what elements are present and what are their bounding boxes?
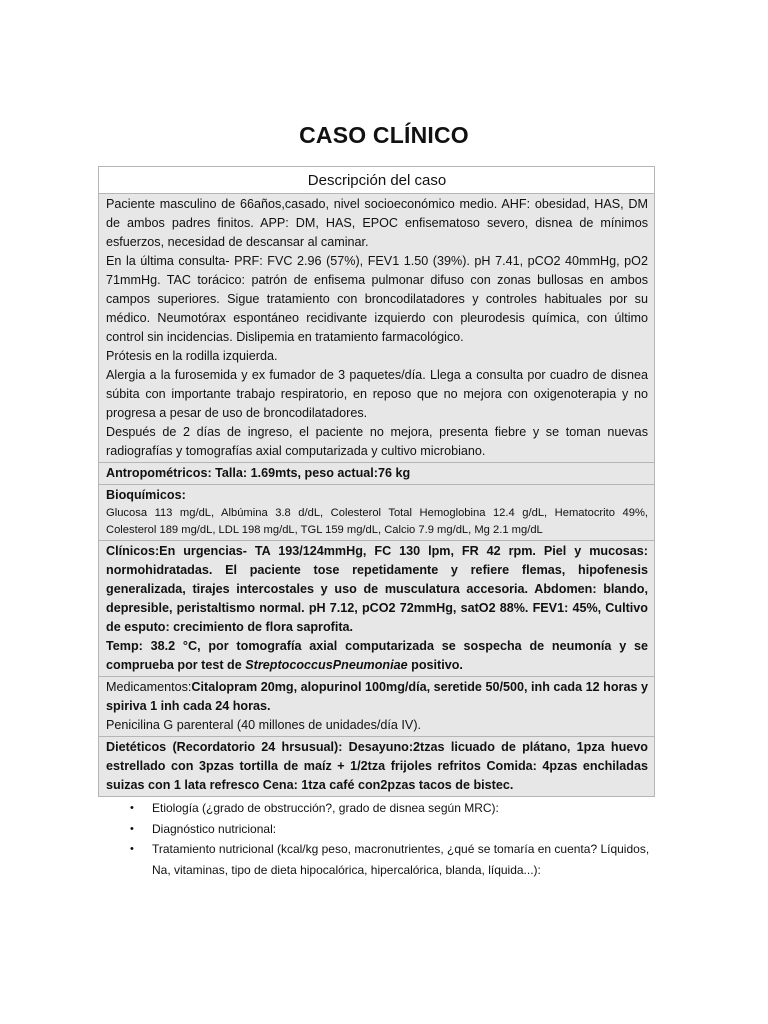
list-item xyxy=(128,839,668,880)
question-text: Diagnóstico nutricional: xyxy=(152,821,277,836)
bullet-icon: • xyxy=(130,843,134,855)
medication-text xyxy=(106,678,648,716)
dietetic-cell: Dietéticos (Recordatorio 24 hrsusual): Desayuno:2tzas licuado de plátano, 1pza huevo estrellado con 3pzas tortilla de maíz + 1/2tza frijoles refritos Comida: 4pzas enchiladas suizas con 1 lata refresco Cena: 1tza café con2pzas tacos de bistec. xyxy=(99,737,655,797)
clinical-cell xyxy=(99,541,655,677)
description-paragraph: En la última consulta- PRF: FVC 2.96 (57%), FEV1 1.50 (39%). pH 7.41, pCO2 40mmHg, pO2 71mmHg. TAC torácico: patrón de enfisema pulmonar difuso con zonas bullosas en ambos campos superiores. Sigue tratamiento con broncodilatadores y controles habituales por su médico. Neumotórax espontáneo recidivante izquierdo con pleurodesis química, con último control sin incidencias. Dislipemia en tratamiento farmacológico. xyxy=(106,254,648,344)
bullet-icon: • xyxy=(130,802,134,814)
bullet-icon: • xyxy=(130,822,134,835)
description-paragraph: Paciente masculino de 66años,casado, nivel socioeconómico medio. AHF: obesidad, HAS, DM de ambos padres finitos. APP: DM, HAS, EPOC enfisematoso severo, disnea de mínimos esfuerzos, necesidad de descansar al caminar. xyxy=(106,197,648,249)
question-text: Etiología (¿grado de obstrucción?, grado de disnea según MRC): xyxy=(152,801,499,815)
medication-list: Citalopram 20mg, alopurinol 100mg/día, seretide 50/500, inh cada 12 horas y spiriva 1 inh cada 24 horas. xyxy=(106,680,648,713)
temp-text-after: positivo. xyxy=(407,658,463,672)
anthropometric-cell: Antropométricos: Talla: 1.69mts, peso actual:76 kg xyxy=(99,463,655,485)
description-paragraph: Prótesis en la rodilla izquierda. xyxy=(106,349,278,363)
biochemical-label: Bioquímicos: xyxy=(106,488,186,502)
temp-text-before: Temp: 38.2 °C, por tomografía axial computarizada se sospecha de neumonía y se comprueba por test de xyxy=(106,639,648,672)
temperature-text xyxy=(106,637,648,675)
medication-cell xyxy=(99,677,655,737)
table-header: Descripción del caso xyxy=(99,167,655,194)
organism-name: StreptococcusPneumoniae xyxy=(245,658,408,672)
clinical-text: Clínicos:En urgencias- TA 193/124mmHg, FC 130 lpm, FR 42 rpm. Piel y mucosas: normohidratadas. El paciente tose repetidamente y refiere flemas, hipofenesis generalizada, tirajes intercostales y uso de musculatura accesoria. Abdomen: blando, depresible, peristaltismo normal. pH 7.12, pCO2 72mmHg, satO2 88%. FEV1: 45%, Cultivo de esputo: crecimiento de flora saprofita. xyxy=(106,544,648,634)
page-title: CASO CLÍNICO xyxy=(299,122,469,148)
description-paragraph: Alergia a la furosemida y ex fumador de 3 paquetes/día. Llega a consulta por cuadro de disnea súbita con importante trabajo respiratorio, en reposo que no mejora con oxigenoterapia y no progresa a pesar de uso de broncodilatadores. xyxy=(106,368,648,420)
case-description-cell xyxy=(99,194,655,463)
medication-label: Medicamentos: xyxy=(106,680,192,694)
medication-extra: Penicilina G parenteral (40 millones de unidades/día IV). xyxy=(106,718,422,732)
description-paragraph: Después de 2 días de ingreso, el paciente no mejora, presenta fiebre y se toman nuevas radiografías y tomografías axial computarizada y cultivo microbiano. xyxy=(106,425,648,458)
question-list xyxy=(128,798,668,880)
biochemical-cell xyxy=(99,485,655,541)
case-table xyxy=(98,166,655,797)
list-item xyxy=(128,819,668,840)
biochemical-values: Glucosa 113 mg/dL, Albúmina 3.8 d/dL, Colesterol Total Hemoglobina 12.4 g/dL, Hematocrito 49%, Colesterol 189 mg/dL, LDL 198 mg/dL, TGL 159 mg/dL, Calcio 7.9 mg/dL, Mg 2.1 mg/dL xyxy=(106,507,648,536)
list-item xyxy=(128,798,668,819)
question-text: Tratamiento nutricional (kcal/kg peso, macronutrientes, ¿qué se tomaría en cuenta? Líquidos, Na, vitaminas, tipo de dieta hipocalórica, hipercalórica, blanda, líquida...): xyxy=(152,842,650,877)
